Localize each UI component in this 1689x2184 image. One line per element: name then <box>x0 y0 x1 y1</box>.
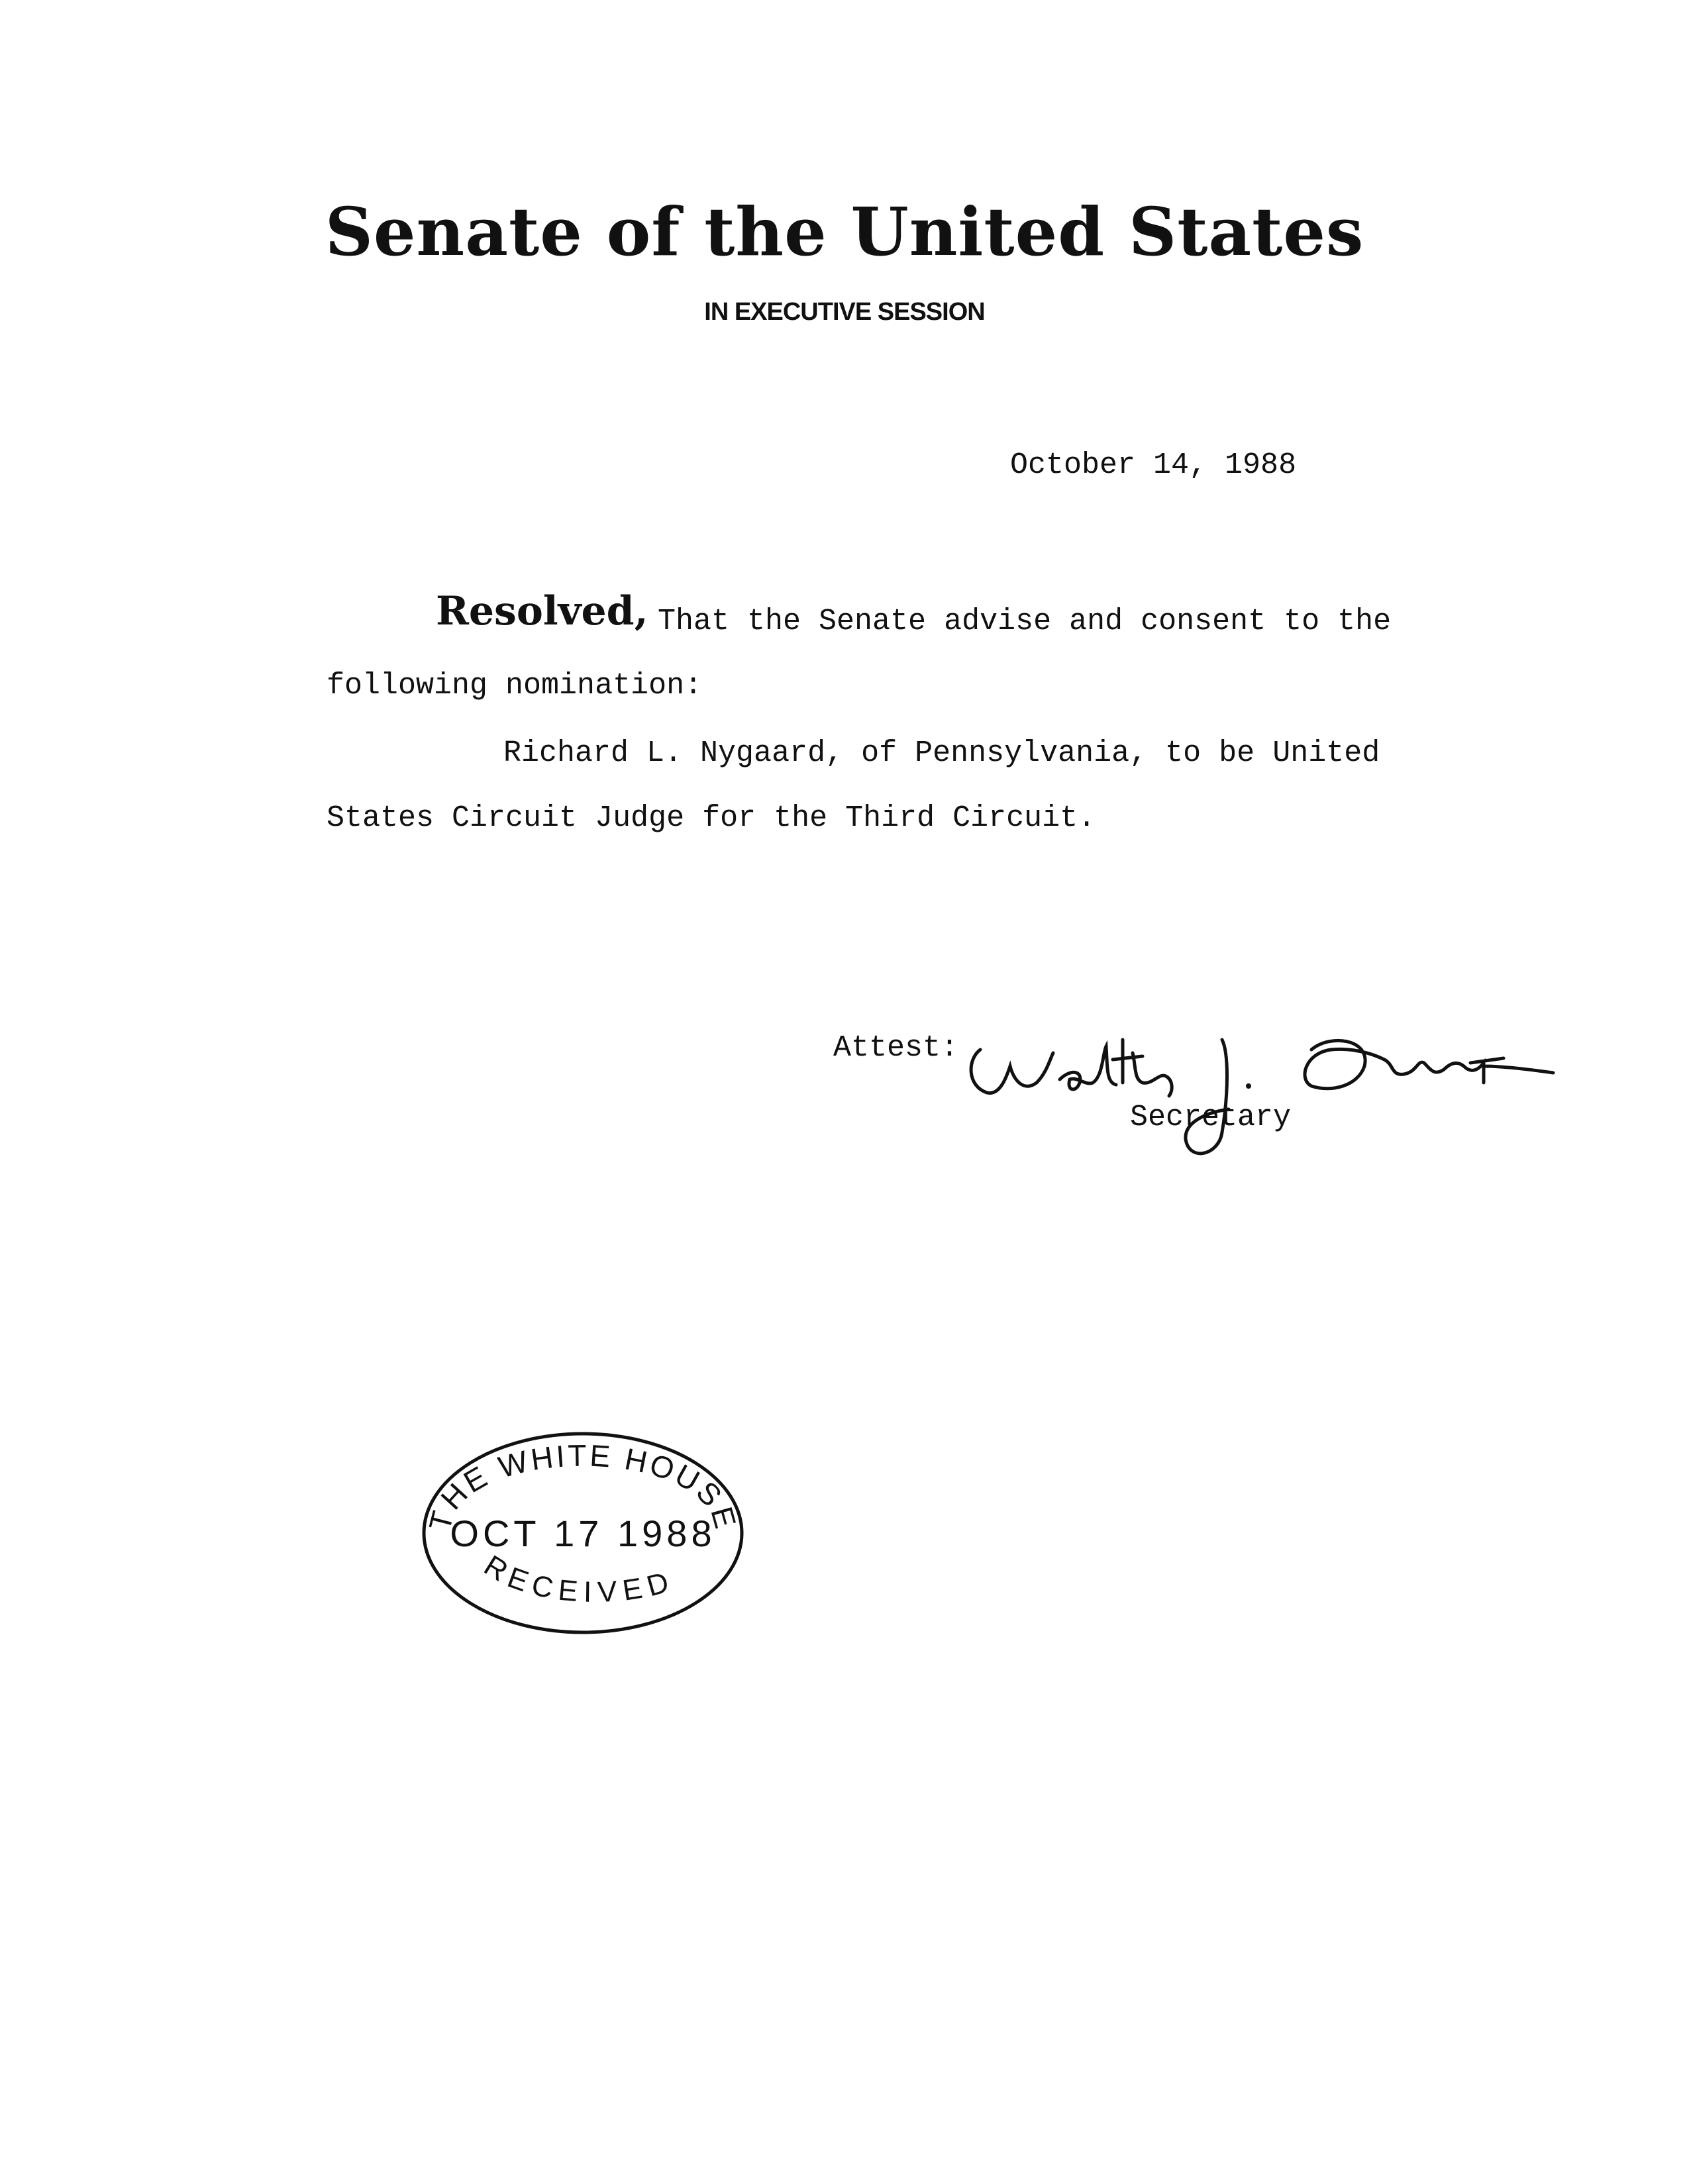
secretary-label: Secretary <box>1130 1101 1292 1134</box>
resolution-line-1: That the Senate advise and consent to the <box>658 605 1392 638</box>
document-title: Senate of the United States <box>325 193 1364 271</box>
nomination-line-1: Richard L. Nygaard, of Pennsylvania, to be United <box>503 736 1380 770</box>
svg-text:RECEIVED <box>478 1549 678 1609</box>
stamp-bottom-text: RECEIVED <box>478 1549 679 1609</box>
resolved-word: Resolved, <box>436 588 648 634</box>
stamp-top-text: THE WHITE HOUSE <box>422 1438 744 1534</box>
nomination-line-2: States Circuit Judge for the Third Circuit. <box>327 801 1096 835</box>
document-date: October 14, 1988 <box>1010 448 1297 482</box>
session-subtitle: IN EXECUTIVE SESSION <box>704 298 985 326</box>
stamp-date: OCT 17 1988 <box>450 1513 716 1554</box>
white-house-received-stamp <box>411 1417 755 1636</box>
resolution-line-2: following nomination: <box>327 669 703 703</box>
secretary-signature <box>960 1013 1557 1172</box>
attest-label: Attest: <box>833 1031 959 1065</box>
